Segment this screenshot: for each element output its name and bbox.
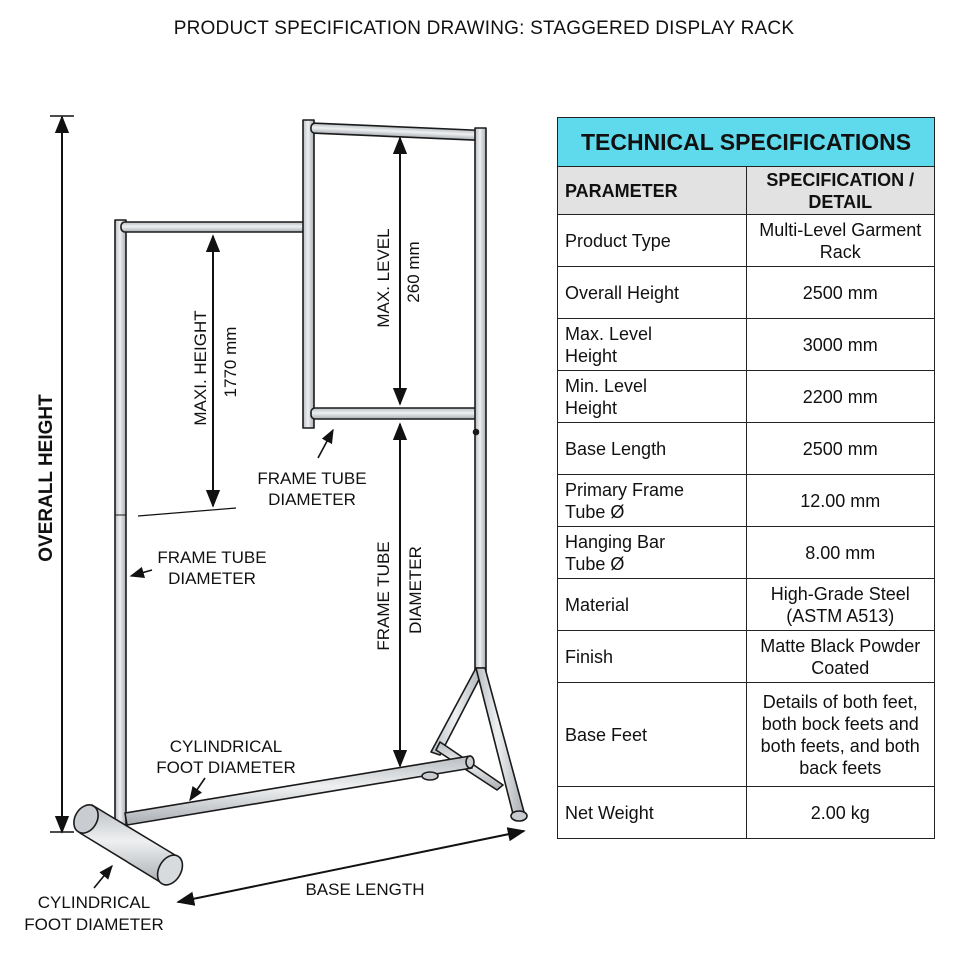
table-row — [558, 267, 935, 319]
frame-tube-left-label-2: DIAMETER — [168, 569, 256, 588]
parameter-text: Net Weight — [565, 802, 654, 823]
table-row — [558, 787, 935, 839]
parameter-cell — [558, 215, 747, 267]
parameter-cell — [558, 423, 747, 475]
specification-text: Matte Black Powder — [760, 635, 921, 656]
specification-text: Coated — [811, 657, 870, 678]
parameter-text: Hanging Bar — [565, 531, 666, 552]
column-header-parameter: PARAMETER — [558, 167, 747, 215]
specification-cell — [746, 267, 935, 319]
parameter-text: Height — [565, 397, 618, 418]
parameter-cell — [558, 787, 747, 839]
specification-text: Multi-Level Garment — [759, 219, 922, 240]
specification-text: 8.00 mm — [805, 542, 876, 563]
max-height-value: 1770 mm — [221, 326, 240, 398]
middle-cross-bar — [311, 408, 481, 419]
table-title: TECHNICAL SPECIFICATIONS — [558, 118, 935, 167]
left-post — [115, 220, 126, 832]
parameter-text: Tube Ø — [565, 553, 625, 574]
specification-text: both bock feets and — [761, 713, 919, 734]
drawing-title: PRODUCT SPECIFICATION DRAWING: STAGGERED DISPLAY RACK — [173, 18, 795, 39]
cylindrical-foot-lower-label-1: CYLINDRICAL — [37, 893, 151, 912]
max-level-label: MAX. LEVEL — [374, 228, 393, 328]
a-leg-back — [476, 668, 524, 814]
specification-cell — [746, 215, 935, 267]
parameter-text: Product Type — [565, 230, 671, 251]
parameter-text: Tube Ø — [565, 501, 625, 522]
specification-text: both feets, and both — [760, 735, 920, 756]
specification-cell — [746, 527, 935, 579]
parameter-cell — [558, 319, 747, 371]
parameter-text: Finish — [565, 646, 614, 667]
max-level-value: 260 mm — [404, 241, 423, 303]
specification-text: 2500 mm — [802, 282, 878, 303]
max-height-label: MAXI. HEIGHT — [191, 310, 210, 426]
parameter-cell — [558, 527, 747, 579]
parameter-cell — [558, 475, 747, 527]
frame-tube-vertical-label-1: FRAME TUBE — [374, 541, 393, 651]
frame-tube-upper-label-1: FRAME TUBE — [257, 469, 367, 488]
upper-hanging-bar — [311, 123, 481, 140]
table-row — [558, 371, 935, 423]
frame-tube-left-label-1: FRAME TUBE — [157, 548, 267, 567]
table-row — [558, 319, 935, 371]
upper-frame-left-post — [303, 120, 314, 428]
parameter-text: Primary Frame — [565, 479, 685, 500]
parameter-cell — [558, 683, 747, 787]
specification-cell — [746, 683, 935, 787]
specification-cell — [746, 371, 935, 423]
specification-cell — [746, 423, 935, 475]
table-row — [558, 423, 935, 475]
specification-text: 12.00 mm — [800, 490, 881, 511]
specification-cell — [746, 787, 935, 839]
cylindrical-foot-upper-label-2: FOOT DIAMETER — [156, 758, 296, 777]
overall-height-label: OVERALL HEIGHT — [36, 394, 57, 562]
parameter-text: Max. Level — [565, 323, 653, 344]
parameter-cell — [558, 371, 747, 423]
specification-text: Rack — [819, 241, 861, 262]
parameter-text: Overall Height — [565, 282, 680, 303]
table-row — [558, 631, 935, 683]
specification-cell — [746, 579, 935, 631]
parameter-text: Height — [565, 345, 618, 366]
table-row — [558, 475, 935, 527]
frame-tube-vertical-label-2: DIAMETER — [406, 546, 425, 634]
table-row — [558, 527, 935, 579]
parameter-cell — [558, 267, 747, 319]
specification-cell — [746, 319, 935, 371]
specification-text: (ASTM A513) — [786, 605, 895, 626]
table-title-row — [558, 118, 935, 167]
spec-table — [557, 117, 935, 839]
specification-cell — [746, 631, 935, 683]
parameter-text: Base Length — [565, 438, 667, 459]
specification-text: 2500 mm — [802, 438, 878, 459]
base-length-label: BASE LENGTH — [305, 880, 425, 899]
specification-text: 2200 mm — [802, 386, 878, 407]
specification-text: Details of both feet, — [762, 691, 918, 712]
specification-text: 3000 mm — [802, 334, 878, 355]
parameter-cell — [558, 631, 747, 683]
parameter-text: Base Feet — [565, 724, 648, 745]
parameter-cell — [558, 579, 747, 631]
cylindrical-foot-lower-label-2: FOOT DIAMETER — [24, 915, 164, 934]
right-post — [475, 128, 486, 673]
specification-text: back feets — [799, 757, 882, 778]
specification-text: High-Grade Steel — [770, 583, 910, 604]
lower-hanging-bar — [121, 222, 307, 232]
cylindrical-foot-upper-label-1: CYLINDRICAL — [169, 737, 283, 756]
specification-text: 2.00 kg — [810, 802, 870, 823]
column-header-specification: SPECIFICATION / DETAIL — [746, 167, 935, 215]
parameter-text: Min. Level — [565, 375, 648, 396]
specification-cell — [746, 475, 935, 527]
frame-tube-upper-label-2: DIAMETER — [268, 490, 356, 509]
table-row — [558, 579, 935, 631]
parameter-text: Material — [565, 594, 630, 615]
a-leg-front — [431, 668, 485, 755]
table-row — [558, 215, 935, 267]
table-header-row — [558, 167, 935, 215]
table-row — [558, 683, 935, 787]
